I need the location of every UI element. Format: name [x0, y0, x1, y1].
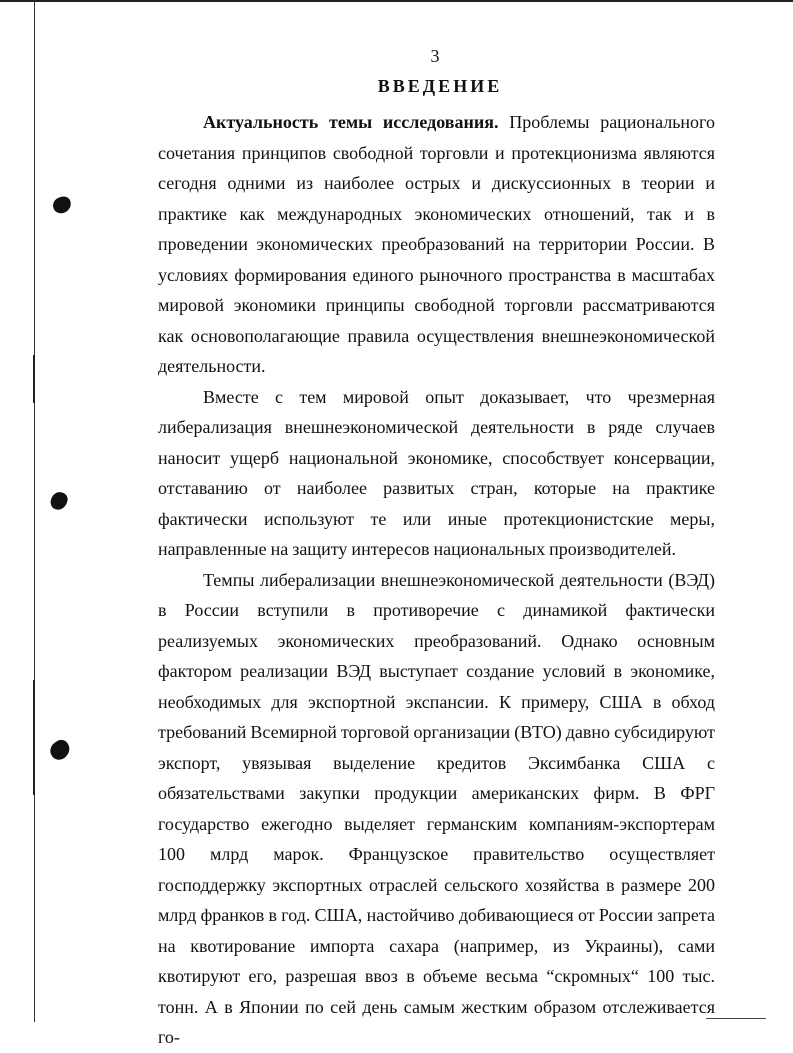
- punch-hole-mark: [48, 490, 69, 512]
- paragraph-lead: Актуальность темы исследования.: [203, 112, 499, 132]
- scan-top-border: [0, 0, 793, 2]
- page-number: 3: [430, 46, 440, 66]
- paragraph-3: Темпы либерализации внешнеэкономической деятельности (ВЭД) в России вступили в противоречие с динамикой фактически реализуемых экономических преобразований. Однако основным фактором реализации ВЭД выступает создание условий в экономике, необходимых для экспортной экспансии. К примеру, США в обход требований Всемирной торговой организации (ВТО) давно субсидируют экспорт, увязывая выделение кредитов Эксимбанка США с обязательствами закупки продукции американских фирм. В ФРГ государство ежегодно выделяет германским компаниям-экспортерам 100 млрд марок. Французское правительство осуществляет господдержку экспортных отраслей сельского хозяйства в размере 200 млрд франков в год. США, настойчиво добивающиеся от России запрета на квотирование импорта сахара (например, из Украины), сами квотируют его, разрешая ввоз в объеме весьма “скромных“ 100 тыс. тонн. А в Японии по сей день самым жестким образом отслеживается го-: [158, 569, 715, 1047]
- body-text: [158, 107, 715, 1053]
- section-heading: ВВЕДЕНИЕ: [377, 76, 503, 96]
- punch-hole-mark: [51, 195, 73, 215]
- scan-bottom-mark: [706, 1018, 766, 1019]
- scan-margin-mark: [33, 355, 35, 403]
- paragraph-1: [158, 107, 715, 382]
- scan-left-border: [34, 2, 35, 1022]
- paragraph-text: Проблемы рационального сочетания принципов свободной торговли и протекционизма являются сегодня одними из наиболее острых и дискуссионных в теории и практике как международных экономических отношений, так и в проведении экономических преобразований на территории России. В условиях формирования единого рыночного пространства в масштабах мировой экономики принципы свободной торговли рассматриваются как основополагающие правила осуществления внешнеэкономической деятельности.: [158, 112, 715, 376]
- punch-hole-mark: [47, 737, 74, 763]
- scan-margin-mark: [33, 680, 35, 795]
- paragraph-2: Вместе с тем мировой опыт доказывает, что чрезмерная либерализация внешнеэкономической деятельности в ряде случаев наносит ущерб национальной экономике, способствует консервации, отставанию от наиболее развитых стран, которые на практике фактически используют те или иные протекционистские меры, направленные на защиту интересов национальных производителей.: [158, 386, 715, 559]
